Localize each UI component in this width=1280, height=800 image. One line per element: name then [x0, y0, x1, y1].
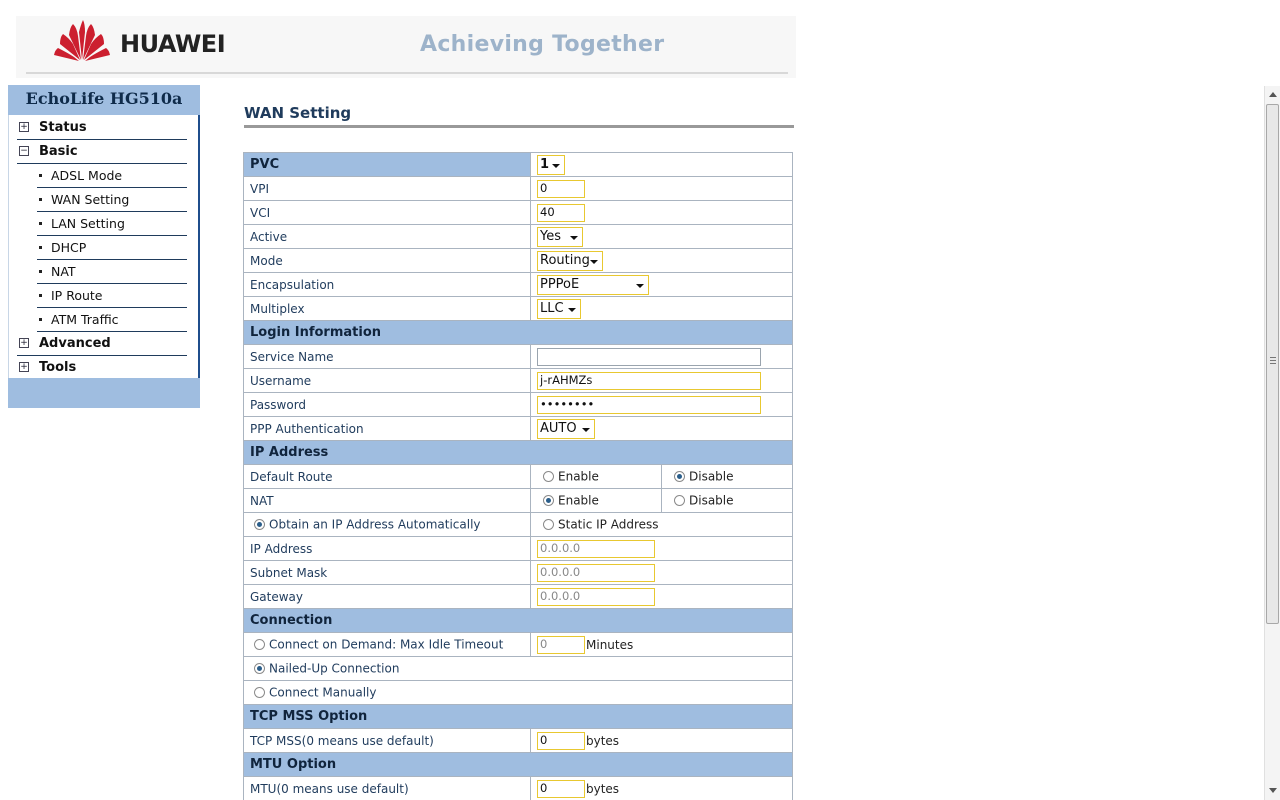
ppp-auth-value: AUTO: [540, 420, 577, 436]
nav-subitem-adsl-mode[interactable]: [37, 164, 187, 188]
connection-section-title: Connection: [244, 609, 793, 633]
nav-item-advanced[interactable]: [17, 332, 187, 356]
section-header-login: [244, 321, 793, 345]
nav-subitem-dhcp[interactable]: [37, 236, 187, 260]
bullet-icon: [39, 318, 42, 321]
default-route-row: [244, 465, 793, 489]
vpi-row: [244, 177, 793, 201]
section-header-connection: [244, 609, 793, 633]
scroll-up-arrow-icon[interactable]: [1265, 88, 1280, 102]
tcp-section-title: TCP MSS Option: [244, 705, 793, 729]
idle-timeout-input[interactable]: 0: [537, 636, 585, 654]
dropdown-arrow-icon: [568, 308, 576, 312]
encapsulation-label: Encapsulation: [244, 273, 531, 297]
radio-label: Obtain an IP Address Automatically: [269, 517, 481, 532]
ip-section-title: IP Address: [244, 441, 793, 465]
tcp-mss-row: [244, 729, 793, 753]
gateway-row: [244, 585, 793, 609]
active-value: Yes: [540, 228, 561, 244]
radio-label: Disable: [689, 493, 734, 508]
nailed-up-radio[interactable]: [254, 663, 265, 674]
password-row: [244, 393, 793, 417]
nav-sub-label: NAT: [51, 264, 76, 279]
radio-label: Disable: [689, 469, 734, 484]
dropdown-arrow-icon: [636, 284, 644, 288]
vci-row: [244, 201, 793, 225]
nav-subitem-wan-setting[interactable]: [37, 188, 187, 212]
obtain-ip-auto-radio[interactable]: [254, 519, 265, 530]
default-route-enable-radio[interactable]: [543, 471, 554, 482]
mode-label: Mode: [244, 249, 531, 273]
nav-sub-label: ATM Traffic: [51, 312, 119, 327]
nav-subitem-lan-setting[interactable]: [37, 212, 187, 236]
bullet-icon: [39, 222, 42, 225]
bullet-icon: [39, 198, 42, 201]
login-section-title: Login Information: [244, 321, 793, 345]
radio-label: Connect Manually: [269, 685, 377, 700]
device-model: EchoLife HG510a: [8, 85, 200, 115]
nav-label: Basic: [39, 144, 78, 159]
active-select[interactable]: [537, 227, 583, 247]
service-name-input[interactable]: [537, 348, 761, 366]
scroll-down-arrow-icon[interactable]: [1265, 784, 1280, 798]
nav-subitem-ip-route[interactable]: [37, 284, 187, 308]
pvc-row: [244, 153, 793, 177]
nav-label: Status: [39, 120, 87, 135]
mtu-section-title: MTU Option: [244, 753, 793, 777]
bullet-icon: [39, 246, 42, 249]
dropdown-arrow-icon: [552, 164, 560, 168]
gateway-label: Gateway: [244, 585, 531, 609]
multiplex-label: Multiplex: [244, 297, 531, 321]
unit-label: bytes: [586, 733, 620, 748]
default-route-label: Default Route: [244, 465, 531, 489]
tcp-mss-label: TCP MSS(0 means use default): [244, 729, 531, 753]
vci-input[interactable]: 40: [537, 204, 585, 222]
nav-label: Tools: [39, 360, 77, 375]
collapse-icon[interactable]: −: [20, 146, 28, 156]
connect-on-demand-radio[interactable]: [254, 639, 265, 650]
expand-icon[interactable]: +: [20, 122, 28, 132]
mode-row: [244, 249, 793, 273]
password-input[interactable]: ••••••••: [537, 396, 761, 414]
connect-manually-row: [244, 681, 793, 705]
active-row: [244, 225, 793, 249]
multiplex-select[interactable]: [537, 299, 581, 319]
section-header-mtu: [244, 753, 793, 777]
nav-sub-label: ADSL Mode: [51, 168, 123, 183]
bullet-icon: [39, 174, 42, 177]
subnet-mask-input[interactable]: 0.0.0.0: [537, 564, 655, 582]
connect-on-demand-row: [244, 633, 793, 657]
section-header-ip: [244, 441, 793, 465]
radio-label: Enable: [558, 493, 599, 508]
ip-address-row: [244, 537, 793, 561]
huawei-logo: [52, 18, 112, 62]
ip-mode-row: [244, 513, 793, 537]
nailed-up-row: [244, 657, 793, 681]
page-title: WAN Setting: [244, 104, 352, 122]
nav-item-basic[interactable]: [17, 140, 187, 164]
username-row: [244, 369, 793, 393]
title-divider: [244, 125, 794, 128]
header-divider: [26, 72, 788, 74]
multiplex-row: [244, 297, 793, 321]
username-label: Username: [244, 369, 531, 393]
multiplex-value: LLC: [540, 300, 564, 316]
dropdown-arrow-icon: [590, 260, 598, 264]
ppp-auth-label: PPP Authentication: [244, 417, 531, 441]
nat-enable-radio[interactable]: [543, 495, 554, 506]
default-route-disable-radio[interactable]: [674, 471, 685, 482]
subnet-mask-label: Subnet Mask: [244, 561, 531, 585]
radio-label: Nailed-Up Connection: [269, 661, 400, 676]
static-ip-radio[interactable]: [543, 519, 554, 530]
nat-disable-radio[interactable]: [674, 495, 685, 506]
nav-sub-label: LAN Setting: [51, 216, 125, 231]
encapsulation-value: PPPoE: [540, 276, 580, 292]
nat-label: NAT: [244, 489, 531, 513]
service-name-row: [244, 345, 793, 369]
mtu-row: [244, 777, 793, 800]
username-input[interactable]: j-rAHMZs: [537, 372, 761, 390]
sidebar-footer: [8, 378, 200, 408]
vpi-input[interactable]: 0: [537, 180, 585, 198]
dropdown-arrow-icon: [570, 236, 578, 240]
ppp-auth-select[interactable]: [537, 419, 595, 439]
nav-subitem-nat[interactable]: [37, 260, 187, 284]
mode-value: Routing: [540, 252, 590, 268]
dropdown-arrow-icon: [582, 428, 590, 432]
wan-settings-form: [243, 152, 793, 800]
vci-label: VCI: [244, 201, 531, 225]
mtu-input[interactable]: 0: [537, 780, 585, 798]
section-header-tcp-mss: [244, 705, 793, 729]
encapsulation-row: [244, 273, 793, 297]
ppp-auth-row: [244, 417, 793, 441]
scroll-thumb[interactable]: [1266, 104, 1279, 624]
encapsulation-select[interactable]: [537, 275, 649, 295]
mtu-label: MTU(0 means use default): [244, 777, 531, 800]
vpi-label: VPI: [244, 177, 531, 201]
nav-sub-label: IP Route: [51, 288, 103, 303]
pvc-label: PVC: [244, 153, 531, 177]
active-label: Active: [244, 225, 531, 249]
grip-icon: [1270, 357, 1276, 364]
nat-row: [244, 489, 793, 513]
subnet-mask-row: [244, 561, 793, 585]
header-banner: [16, 16, 796, 78]
nav-item-tools[interactable]: [17, 356, 187, 380]
ip-address-input[interactable]: 0.0.0.0: [537, 540, 655, 558]
password-label: Password: [244, 393, 531, 417]
radio-label: Static IP Address: [558, 517, 659, 532]
ip-address-label: IP Address: [244, 537, 531, 561]
vertical-scrollbar[interactable]: [1264, 86, 1280, 800]
gateway-input[interactable]: 0.0.0.0: [537, 588, 655, 606]
sidebar: [8, 85, 200, 408]
expand-icon[interactable]: +: [20, 338, 28, 348]
nav-sub-label: DHCP: [51, 240, 87, 255]
service-name-label: Service Name: [244, 345, 531, 369]
nav-label: Advanced: [39, 336, 111, 351]
bullet-icon: [39, 294, 42, 297]
expand-icon[interactable]: +: [20, 362, 28, 372]
slogan: Achieving Together: [420, 32, 665, 57]
radio-label: Enable: [558, 469, 599, 484]
brand-name: HUAWEI: [120, 30, 226, 58]
connect-manually-radio[interactable]: [254, 687, 265, 698]
nav-sub-label: WAN Setting: [51, 192, 130, 207]
pvc-select[interactable]: [537, 155, 565, 175]
mode-select[interactable]: [537, 251, 603, 271]
unit-label: Minutes: [586, 637, 634, 652]
unit-label: bytes: [586, 781, 620, 796]
pvc-value: 1: [540, 156, 550, 172]
nav-subitem-atm-traffic[interactable]: [37, 308, 187, 332]
nav-menu: [8, 115, 200, 378]
bullet-icon: [39, 270, 42, 273]
nav-item-status[interactable]: [17, 116, 187, 140]
radio-label: Connect on Demand: Max Idle Timeout: [269, 637, 504, 652]
tcp-mss-input[interactable]: 0: [537, 732, 585, 750]
